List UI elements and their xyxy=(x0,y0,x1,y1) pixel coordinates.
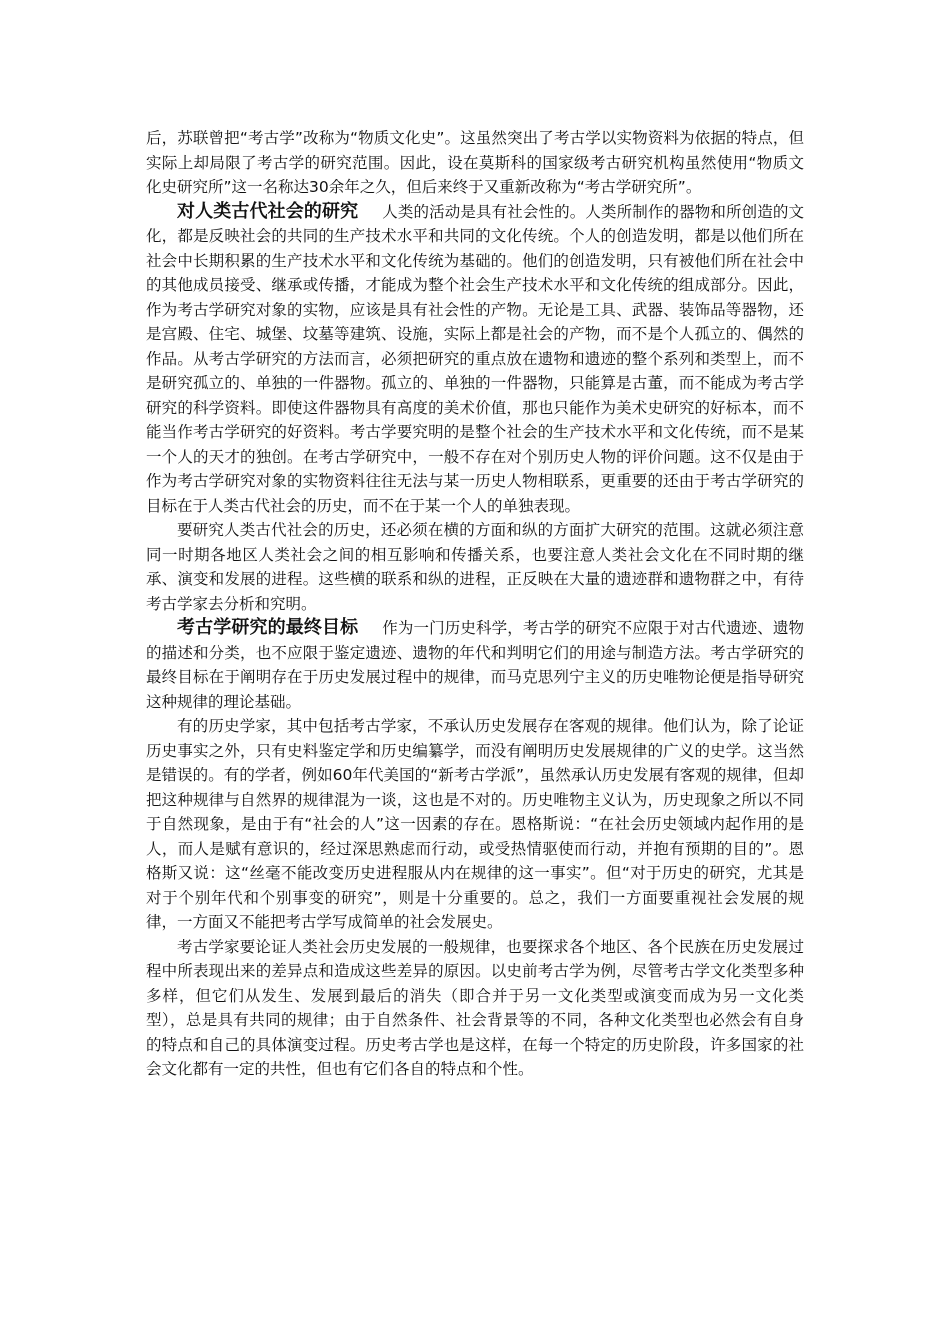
section-heading-ancient-society: 对人类古代社会的研究 xyxy=(177,200,359,222)
paragraph-6: 考古学家要论证人类社会历史发展的一般规律，也要探求各个地区、各个民族在历史发展过程中所表现出来的差异点和造成这些差异的原因。以史前考古学为例，尽管考古学文化类型多种多样，但它们从发生、发展到最后的消失（即合并于另一文化类型或演变而成为另一文化类型），总是具有共同的规律；由于自然条件、社会背景等的不同，各种文化类型也必然会有自身的特点和自己的具体演变过程。历史考古学也是这样，在每一个特定的历史阶段，许多国家的社会文化都有一定的共性，但也有它们各自的特点和个性。 xyxy=(146,937,804,1078)
paragraph-2-text: 人类的活动是具有社会性的。人类所制作的器物和所创造的文化，都是反映社会的共同的生产技术水平和共同的文化传统。个人的创造发明，都是以他们所在社会中长期积累的生产技术水平和文化传统为基础的。他们的创造发明，只有被他们所在社会中的其他成员接受、继承或传播，才能成为整个社会生产技术水平和文化传统的组成部分。因此，作为考古学研究对象的实物，应该是具有社会性的产物。无论是工具、武器、装饰品等器物，还是宫殿、住宅、城堡、坟墓等建筑、设施，实际上都是社会的产物，而不是个人孤立的、偶然的作品。从考古学研究的方法而言，必须把研究的重点放在遗物和遗迹的整个系列和类型上，而不是研究孤立的、单独的一件器物。孤立的、单独的一件器物，只能算是古董，而不能成为考古学研究的科学资料。即使这件器物具有高度的美术价值，那也只能作为美术史研究的好标本，而不能当作考古学研究的好资料。考古学要究明的是整个社会的生产技术水平和文化传统，而不是某一个人的天才的独创。在考古学研究中，一般不存在对个别历史人物的评价问题。这不仅是由于作为考古学研究对象的实物资料往往无法与某一历史人物相联系，更重要的还由于考古学研究的目标在于人类古代社会的历史，而不在于某一个人的单独表现。 xyxy=(146,202,804,515)
paragraph-4-text: 作为一门历史科学，考古学的研究不应限于对古代遗迹、遗物的描述和分类，也不应限于鉴定遗迹、遗物的年代和判明它们的用途与制造方法。考古学研究的最终目标在于阐明存在于历史发展过程中的规律，而马克思列宁主义的历史唯物论便是指导研究这种规律的理论基础。 xyxy=(146,619,804,711)
paragraph-5: 有的历史学家，其中包括考古学家，不承认历史发展存在客观的规律。他们认为，除了论证历史事实之外，只有史料鉴定学和历史编纂学，而没有阐明历史发展规律的广义的史学。这当然是错误的。有的学者，例如60年代美国的“新考古学派”，虽然承认历史发展有客观的规律，但却把这种规律与自然界的规律混为一谈，这也是不对的。历史唯物主义认为，历史现象之所以不同于自然现象，是由于有“社会的人”这一因素的存在。恩格斯说：“在社会历史领域内起作用的是人，而人是赋有意识的，经过深思熟虑而行动，或受热情驱使而行动，并抱有预期的目的”。恩格斯又说：这“丝毫不能改变历史进程服从内在规律的这一事实”。但“对于历史的研究，尤其是对于个别年代和个别事变的研究”，则是十分重要的。总之，我们一方面要重视社会发展的规律，一方面又不能把考古学写成简单的社会发展史。 xyxy=(146,717,804,931)
document-page xyxy=(146,126,804,1082)
section-heading-ultimate-goal: 考古学研究的最终目标 xyxy=(177,617,359,638)
paragraph-3: 要研究人类古代社会的历史，还必须在横的方面和纵的方面扩大研究的范围。这就必须注意同一时期各地区人类社会之间的相互影响和传播关系，也要注意人类社会文化在不同时期的继承、演变和发展的进程。这些横的联系和纵的进程，正反映在大量的遗迹群和遗物群之中，有待考古学家去分析和究明。 xyxy=(146,521,804,613)
paragraph-4 xyxy=(146,616,804,714)
paragraph-1: 后，苏联曾把“考古学”改称为“物质文化史”。这虽然突出了考古学以实物资料为依据的特点，但实际上却局限了考古学的研究范围。因此，设在莫斯科的国家级考古研究机构虽然使用“物质文化史研究所”这一名称达30余年之久，但后来终于又重新改称为“考古学研究所”。 xyxy=(146,129,804,196)
paragraph-2 xyxy=(146,200,804,519)
